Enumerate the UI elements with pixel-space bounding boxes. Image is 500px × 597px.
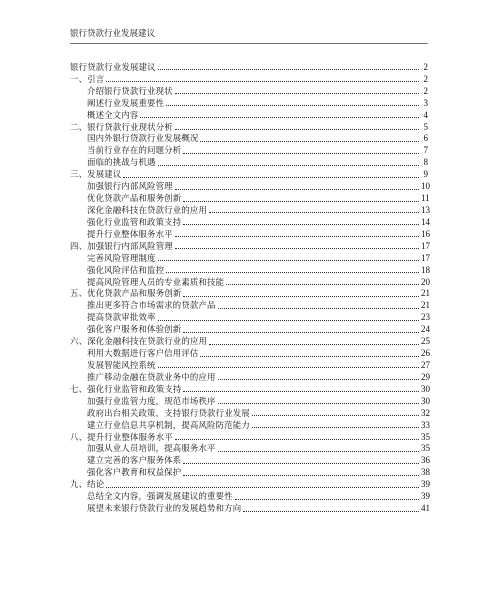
toc-subentry[interactable] xyxy=(70,347,428,359)
toc-entry-title: 优化贷款产品和服务创新 xyxy=(87,193,182,204)
toc-entry-title: 阐述行业发展重要性 xyxy=(87,97,165,108)
dot-leader xyxy=(183,463,419,464)
dot-leader xyxy=(158,69,419,70)
toc-entry[interactable] xyxy=(70,168,428,180)
toc-entry-title: 建立行业信息共享机制，提高风险防范能力 xyxy=(87,419,250,430)
toc-subentry[interactable] xyxy=(70,490,428,502)
dot-leader xyxy=(140,117,419,118)
toc-subentry[interactable] xyxy=(70,323,428,335)
toc-page-number: 29 xyxy=(421,371,430,382)
toc-entry[interactable] xyxy=(70,335,428,347)
toc-page-number: 16 xyxy=(421,228,430,239)
dot-leader xyxy=(123,177,419,178)
toc-page-number: 23 xyxy=(421,312,430,323)
toc-entry-title: 政府出台相关政策，支持银行贷款行业发展 xyxy=(87,407,250,418)
dot-leader xyxy=(226,284,419,285)
toc-page-number: 9 xyxy=(423,169,428,180)
dot-leader xyxy=(209,212,419,213)
toc-page-number: 17 xyxy=(421,240,430,251)
toc-entry-title: 六、深化金融科技在贷款行业的应用 xyxy=(70,336,208,347)
toc-subentry[interactable] xyxy=(70,371,428,383)
toc-page-number: 14 xyxy=(421,216,430,227)
toc-entry-title: 概述全文内容 xyxy=(87,109,139,120)
toc-subentry[interactable] xyxy=(70,264,428,276)
toc-entry-title: 完善风险管理制度 xyxy=(87,252,156,263)
toc-page-number: 27 xyxy=(421,359,430,370)
toc-page-number: 3 xyxy=(423,97,428,108)
dot-leader xyxy=(252,415,419,416)
toc-entry-title: 八、提升行业整体服务水平 xyxy=(70,431,173,442)
toc-entry-title: 七、强化行业监管和政策支持 xyxy=(70,383,182,394)
toc-entry-title: 提高风险管理人员的专业素质和技能 xyxy=(87,276,225,287)
toc-entry-title: 推广移动金融在贷款业务中的应用 xyxy=(87,371,216,382)
dot-leader xyxy=(158,260,419,261)
toc-entry-title: 银行贷款行业发展建议 xyxy=(70,61,156,72)
toc-entry[interactable] xyxy=(70,61,428,73)
dot-leader xyxy=(218,308,419,309)
toc-entry-title: 面临的挑战与机遇 xyxy=(87,157,156,168)
toc-subentry[interactable] xyxy=(70,359,428,371)
toc-entry-title: 深化金融科技在贷款行业的应用 xyxy=(87,204,208,215)
toc-page-number: 2 xyxy=(423,85,428,96)
dot-leader xyxy=(183,296,419,297)
dot-leader xyxy=(158,165,419,166)
toc-page-number: 5 xyxy=(423,121,428,132)
toc-page-number: 41 xyxy=(421,503,430,514)
toc-entry-title: 总结全文内容，强调发展建议的重要性 xyxy=(87,491,233,502)
toc-entry-title: 强化行业监管和政策支持 xyxy=(87,216,182,227)
toc-subentry[interactable] xyxy=(70,276,428,288)
toc-entry-title: 三、发展建议 xyxy=(70,169,122,180)
dot-leader xyxy=(183,391,419,392)
dot-leader xyxy=(158,367,419,368)
toc-entry[interactable] xyxy=(70,240,428,252)
toc-entry-title: 提升行业整体服务水平 xyxy=(87,228,173,239)
toc-entry[interactable] xyxy=(70,288,428,300)
toc-page-number: 30 xyxy=(421,383,430,394)
toc-page-number: 2 xyxy=(423,73,428,84)
toc-subentry[interactable] xyxy=(70,466,428,478)
toc-subentry[interactable] xyxy=(70,156,428,168)
toc-subentry[interactable] xyxy=(70,180,428,192)
dot-leader xyxy=(158,320,419,321)
toc-page-number: 33 xyxy=(421,419,430,430)
toc-page-number: 6 xyxy=(423,133,428,144)
dot-leader xyxy=(175,129,419,130)
toc-entry-title: 当前行业存在的问题分析 xyxy=(87,145,182,156)
toc-entry-title: 四、加强银行内部风险管理 xyxy=(70,240,173,251)
toc-entry-title: 国内外银行贷款行业发展概况 xyxy=(87,133,199,144)
toc-entry[interactable] xyxy=(70,478,428,490)
toc-subentry[interactable] xyxy=(70,443,428,455)
dot-leader xyxy=(175,236,419,237)
toc-subentry[interactable] xyxy=(70,97,428,109)
toc-page-number: 2 xyxy=(423,61,428,72)
toc-page-number: 36 xyxy=(421,455,430,466)
toc-page-number: 4 xyxy=(423,109,428,120)
toc-entry-title: 提高贷款审批效率 xyxy=(87,312,156,323)
toc-entry-title: 强化风险评估和监控 xyxy=(87,264,165,275)
dot-leader xyxy=(218,403,419,404)
toc-subentry[interactable] xyxy=(70,395,428,407)
dot-leader xyxy=(175,93,419,94)
toc-page-number: 18 xyxy=(421,264,430,275)
toc-page-number: 10 xyxy=(421,181,430,192)
dot-leader xyxy=(175,248,419,249)
toc-page-number: 32 xyxy=(421,407,430,418)
dot-leader xyxy=(166,105,419,106)
dot-leader xyxy=(243,511,419,512)
toc-subentry[interactable] xyxy=(70,204,428,216)
toc-entry-title: 一、引言 xyxy=(70,73,105,84)
toc-page-number: 35 xyxy=(421,443,430,454)
toc-subentry[interactable] xyxy=(70,133,428,145)
toc-page-number: 24 xyxy=(421,324,430,335)
toc-page-number: 26 xyxy=(421,348,430,359)
dot-leader xyxy=(183,475,419,476)
toc-entry-title: 利用大数据进行客户信用评估 xyxy=(87,348,199,359)
toc-entry[interactable] xyxy=(70,121,428,133)
toc-subentry[interactable] xyxy=(70,502,428,514)
toc-entry-title: 加强银行内部风险管理 xyxy=(87,181,173,192)
dot-leader xyxy=(218,451,419,452)
dot-leader xyxy=(183,332,419,333)
toc-entry-title: 介绍银行贷款行业现状 xyxy=(87,85,173,96)
dot-leader xyxy=(106,487,419,488)
toc-subentry[interactable] xyxy=(70,144,428,156)
dot-leader xyxy=(106,81,419,82)
toc-page-number: 17 xyxy=(421,252,430,263)
toc-subentry[interactable] xyxy=(70,228,428,240)
dot-leader xyxy=(175,189,419,190)
toc-page-number: 25 xyxy=(421,336,430,347)
toc-page-number: 39 xyxy=(421,491,430,502)
toc-page-number: 11 xyxy=(421,193,430,204)
toc-entry-title: 五、优化贷款产品和服务创新 xyxy=(70,288,182,299)
toc-entry-title: 建立完善的客户服务体系 xyxy=(87,455,182,466)
dot-leader xyxy=(200,356,419,357)
toc-page-number: 21 xyxy=(421,300,430,311)
running-header: 银行贷款行业发展建议 xyxy=(70,29,156,39)
table-of-contents xyxy=(70,61,428,514)
toc-entry[interactable] xyxy=(70,73,428,85)
toc-entry-title: 加强行业监管力度，规范市场秩序 xyxy=(87,395,216,406)
toc-entry-title: 二、银行贷款行业现状分析 xyxy=(70,121,173,132)
dot-leader xyxy=(183,153,419,154)
toc-page-number: 39 xyxy=(421,479,430,490)
toc-subentry[interactable] xyxy=(70,85,428,97)
toc-entry-title: 加强从业人员培训，提高服务水平 xyxy=(87,443,216,454)
dot-leader xyxy=(209,344,419,345)
toc-entry-title: 强化客户服务和体验创新 xyxy=(87,324,182,335)
toc-subentry[interactable] xyxy=(70,419,428,431)
dot-leader xyxy=(252,427,419,428)
toc-subentry[interactable] xyxy=(70,192,428,204)
dot-leader xyxy=(218,379,419,380)
toc-page-number: 7 xyxy=(423,145,428,156)
toc-page-number: 35 xyxy=(421,431,430,442)
toc-entry-title: 九、结论 xyxy=(70,479,105,490)
toc-page-number: 38 xyxy=(421,467,430,478)
dot-leader xyxy=(183,224,419,225)
toc-entry-title: 推出更多符合市场需求的贷款产品 xyxy=(87,300,216,311)
toc-page-number: 30 xyxy=(421,395,430,406)
header-divider xyxy=(70,43,428,44)
toc-subentry[interactable] xyxy=(70,216,428,228)
dot-leader xyxy=(235,499,419,500)
toc-page-number: 20 xyxy=(421,276,430,287)
toc-entry-title: 展望未来银行贷款行业的发展趋势和方向 xyxy=(87,503,242,514)
dot-leader xyxy=(200,141,419,142)
dot-leader xyxy=(175,439,419,440)
toc-page-number: 13 xyxy=(421,204,430,215)
toc-subentry[interactable] xyxy=(70,311,428,323)
toc-subentry[interactable] xyxy=(70,299,428,311)
toc-entry-title: 发展智能风控系统 xyxy=(87,359,156,370)
toc-subentry[interactable] xyxy=(70,407,428,419)
toc-entry[interactable] xyxy=(70,383,428,395)
toc-subentry[interactable] xyxy=(70,252,428,264)
dot-leader xyxy=(183,201,419,202)
toc-page-number: 21 xyxy=(421,288,430,299)
dot-leader xyxy=(166,272,419,273)
toc-page-number: 8 xyxy=(423,157,428,168)
toc-entry-title: 强化客户教育和权益保护 xyxy=(87,467,182,478)
toc-entry[interactable] xyxy=(70,431,428,443)
toc-subentry[interactable] xyxy=(70,454,428,466)
toc-subentry[interactable] xyxy=(70,109,428,121)
